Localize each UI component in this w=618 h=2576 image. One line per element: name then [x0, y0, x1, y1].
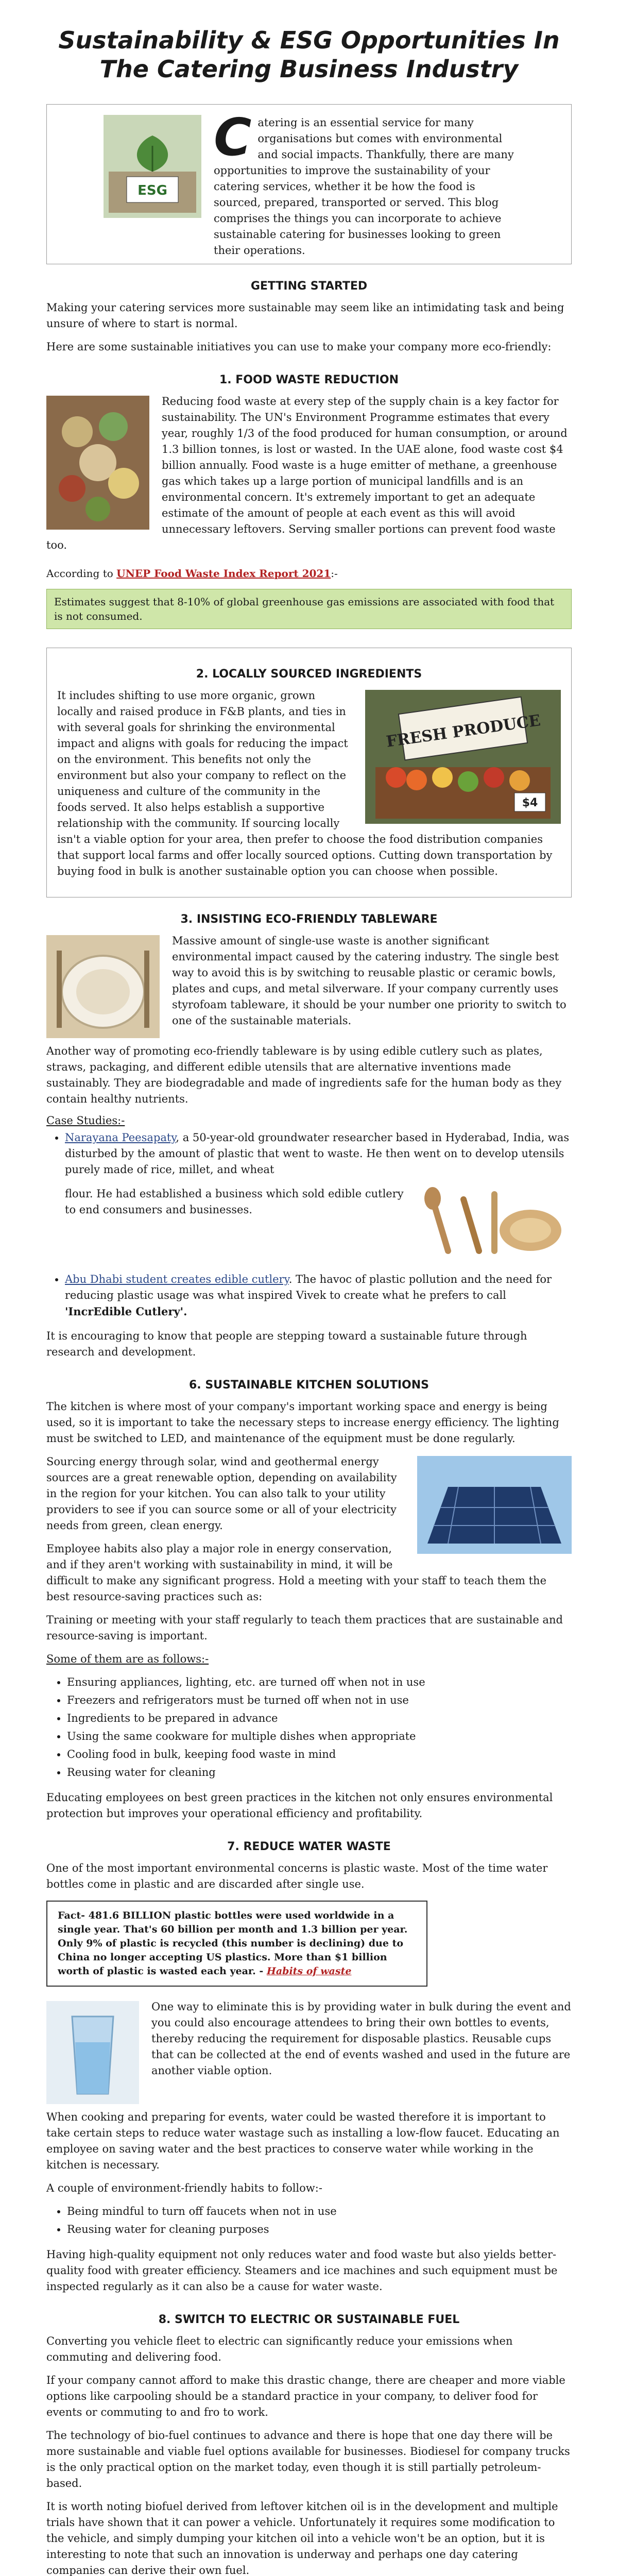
section-food-waste	[46, 374, 572, 629]
case-studies-list-2	[46, 1272, 572, 1320]
section-3-p2: Another way of promoting eco-friendly tableware is by using edible cutlery such as plates, straws, packaging, and different edible utensils that are alternative inventions made sustainably. They are biodegradable and made of ingredients safe for the human body as they contain healthy nutrients.	[46, 1045, 562, 1105]
section-6-p3: Employee habits also play a major role in energy conservation, and if they aren't working with sustainability in mind, it will be difficult to make any significant progress. Hold a meeting with your staff to teach them the best resource-saving practices such as:	[46, 1543, 546, 1603]
section-7-p3: When cooking and preparing for events, water could be wasted therefore it is important to take certain steps to reduce water wastage such as installing a low-flow faucet. Educating an employee on saving water and the best practices to conserve water while working in the kitchen is necessary.	[46, 2111, 560, 2171]
list-item: • Freezers and refrigerators must be turned off when not in use	[67, 1692, 572, 1708]
plastic-fact-box	[46, 1901, 427, 1987]
drop-cap: C	[214, 107, 252, 167]
section-water	[46, 1840, 572, 2295]
tableware-image	[46, 935, 160, 1038]
fresh-produce-image	[365, 690, 561, 824]
section-7-p1: One of the most important environmental concerns is plastic waste. Most of the time water bottles come in plastic and are discarded after single use.	[46, 1862, 548, 1890]
case-study-item	[65, 1272, 572, 1320]
list-item: • Reusing water for cleaning purposes	[67, 2222, 572, 2238]
water-habits-list	[46, 2204, 572, 2238]
section-6-p4: Training or meeting with your staff regularly to teach them practices that are sustainable and resource-saving is important.	[46, 1614, 563, 1642]
case-study-item	[65, 1130, 572, 1178]
section-7-p4: A couple of environment-friendly habits to follow:-	[46, 2182, 322, 2194]
page-title: Sustainability & ESG Opportunities In The Catering Business Industry	[58, 26, 560, 83]
section-local-ingredients	[46, 648, 572, 897]
case2-quote: 'IncrEdible Cutlery'.	[65, 1305, 187, 1318]
section-7-p2: One way to eliminate this is by providing water in bulk during the event and you could also encourage attendees to bring their own bottles to events, thereby reducing the requirement for disposable plastics. Reusable cups that can be collected at the end of events washed and used in the future are another viable option.	[151, 2001, 571, 2077]
esg-label: ESG	[138, 183, 167, 198]
water-glass-image	[46, 2001, 139, 2104]
section-6-list-title: Some of them are as follows:-	[46, 1653, 209, 1665]
edible-cutlery-image	[417, 1184, 572, 1266]
section-8-heading: 8. SWITCH TO ELECTRIC OR SUSTAINABLE FUEL	[158, 2313, 460, 2326]
source-prefix: According to	[46, 567, 113, 580]
getting-started-p2: Here are some sustainable initiatives you can use to make your company more eco-friendly:	[46, 341, 552, 353]
list-item: • Cooling food in bulk, keeping food waste in mind	[67, 1747, 572, 1762]
fresh-produce-sign: FRESH PRODUCE	[385, 711, 542, 751]
intro-box	[46, 104, 572, 264]
list-item: • Using the same cookware for multiple dishes when appropriate	[67, 1728, 572, 1744]
fact-text: Fact- 481.6 BILLION plastic bottles were used worldwide in a single year. That's 60 billion per month and 1.3 billion per year. Only 9% of plastic is recycled (this number is declining) due to China no longer accepting US plastics. More than $1 billion worth of plastic is wasted each year. -	[58, 1910, 408, 1977]
solar-panel-image	[417, 1456, 572, 1554]
section-2-text: It includes shifting to use more organic, grown locally and raised produce in F&B plants, and ties in with several goals for shrinking the environmental impact and aligns with goals for reducing the impact on the environment. This benefits not only the environment but also your company to reflect on the uniqueness and culture of the community in the foods served. It also helps establish a supportive relationship with the community. If sourcing locally isn't a viable option for your area, then prefer to choose the food distribution companies that support local farms and offer locally sourced options. Cutting down transportation by buying food in bulk is another sustainable option you can choose when possible.	[57, 689, 553, 877]
section-8-p1: Converting you vehicle fleet to electric can significantly reduce your emissions when commuting and delivering food.	[46, 2335, 513, 2363]
unep-report-link[interactable]: UNEP Food Waste Index Report 2021	[116, 567, 331, 580]
section-1-heading: 1. FOOD WASTE REDUCTION	[219, 374, 399, 386]
habits-of-waste-link[interactable]: Habits of waste	[266, 1965, 352, 1977]
list-item: • Ensuring appliances, lighting, etc. are turned off when not in use	[67, 1674, 572, 1690]
case2-text: . The havoc of plastic pollution and the need for reducing plastic usage was what inspired Vivek to create what he prefers to call	[65, 1273, 552, 1301]
section-6-heading: 6. SUSTAINABLE KITCHEN SOLUTIONS	[189, 1379, 429, 1392]
section-7-heading: 7. REDUCE WATER WASTE	[227, 1840, 391, 1853]
list-item: • Ingredients to be prepared in advance	[67, 1710, 572, 1726]
price-tag: $4	[522, 796, 538, 809]
section-8-p4: It is worth noting biofuel derived from leftover kitchen oil is in the development and multiple trials have shown that it can power a vehicle. Unfortunately it requires some modification to the vehicle, and simply dumping your kitchen oil into a vehicle won't be an option, but it is interesting to note that such an innovation is underway and perhaps one day catering companies can derive their own fuel.	[46, 2500, 558, 2576]
case-studies-list	[46, 1130, 572, 1178]
list-item: • Reusing water for cleaning	[67, 1765, 572, 1781]
kitchen-practices-list	[46, 1674, 572, 1781]
getting-started-p1: Making your catering services more sustainable may seem like an intimidating task and being unsure of where to start is normal.	[46, 301, 564, 330]
section-2-heading: 2. LOCALLY SOURCED INGREDIENTS	[196, 668, 422, 681]
narayana-link[interactable]: Narayana Peesapaty	[65, 1131, 176, 1144]
section-7-p5: Having high-quality equipment not only reduces water and food waste but also yields better-quality food with greater efficiency. Steamers and ice machines and such equipment must be inspected regularly as it can also be a cause for water waste.	[46, 2248, 558, 2293]
intro-text: atering is an essential service for many organisations but comes with environmental and social impacts. Thankfully, there are many opportunities to improve the sustainability of your catering services, whether it be how the food is sourced, prepared, transported or served. This blog comprises the things you can incorporate to achieve sustainable catering for businesses looking to green their operations.	[214, 116, 514, 257]
getting-started-section	[46, 280, 572, 355]
section-fuel	[46, 2313, 572, 2576]
section-3-heading: 3. INSISTING ECO-FRIENDLY TABLEWARE	[180, 913, 438, 926]
case-studies-title: Case Studies:-	[46, 1114, 125, 1127]
food-waste-image	[46, 396, 149, 530]
section-3-text: Massive amount of single-use waste is another significant environmental impact caused by the catering industry. The single best way to avoid this is by switching to reusable plastic or ceramic bowls, plates and cups, and metal silverware. If your company currently uses styrofoam tableware, it should be your number one priority to switch to one of the sustainable materials.	[172, 935, 566, 1027]
section-1-text: Reducing food waste at every step of the supply chain is a key factor for sustainability. The UN's Environment Programme estimates that every year, roughly 1/3 of the food produced for human consumption, or around 1.3 billion tonnes, is lost or wasted. In the UAE alone, food waste cost $4 billion annually. Food waste is a huge emitter of methane, a greenhouse gas which takes up a large portion of municipal landfills and is an environmental concern. It's extremely important to get an adequate estimate of the amount of people at each event as this will avoid unnecessary leftovers. Serving smaller portions can prevent food waste too.	[46, 395, 568, 551]
getting-started-heading: GETTING STARTED	[250, 280, 368, 293]
list-item: • Being mindful to turn off faucets when not in use	[67, 2204, 572, 2219]
abu-dhabi-link[interactable]: Abu Dhabi student creates edible cutlery	[65, 1273, 289, 1285]
section-6-p1: The kitchen is where most of your company's important working space and energy is being used, so it is important to take the necessary steps to increase energy efficiency. The lighting must be switched to LED, and maintenance of the equipment must be done regularly.	[46, 1400, 559, 1445]
section-3-p3: It is encouraging to know that people are stepping toward a sustainable future through research and development.	[46, 1330, 527, 1358]
case1-text: , a 50-year-old groundwater researcher based in Hyderabad, India, was disturbed by the amount of plastic that went to waste. He then went on to develop utensils purely made of rice, millet, and wheat	[65, 1131, 570, 1176]
document-page	[46, 0, 572, 2576]
emissions-highlight: Estimates suggest that 8-10% of global greenhouse gas emissions are associated with food that is not consumed.	[46, 589, 572, 629]
esg-image	[104, 115, 201, 218]
case1-cont: flour. He had established a business which sold edible cutlery to end consumers and businesses.	[65, 1188, 404, 1216]
section-kitchen	[46, 1379, 572, 1822]
source-suffix: :-	[331, 567, 338, 580]
section-8-p3: The technology of bio-fuel continues to advance and there is hope that one day there will be more sustainable and viable fuel options available for businesses. Biodiesel for company trucks is the only practical option on the market today, even though it is still partially petroleum-based.	[46, 2429, 570, 2489]
section-6-p5: Educating employees on best green practices in the kitchen not only ensures environmental protection but improves your operational efficiency and profitability.	[46, 1791, 553, 1820]
section-8-p2: If your company cannot afford to make this drastic change, there are cheaper and more viable options like carpooling should be a standard practice in your company, to deliver food for events or commuting to and fro to work.	[46, 2374, 565, 2418]
section-tableware	[46, 913, 572, 1360]
section-6-p2: Sourcing energy through solar, wind and geothermal energy sources are a great renewable option, depending on availability in the region for your kitchen. You can also talk to your utility providers to see if you can source some or all of your electricity needs from green, clean energy.	[46, 1455, 397, 1532]
